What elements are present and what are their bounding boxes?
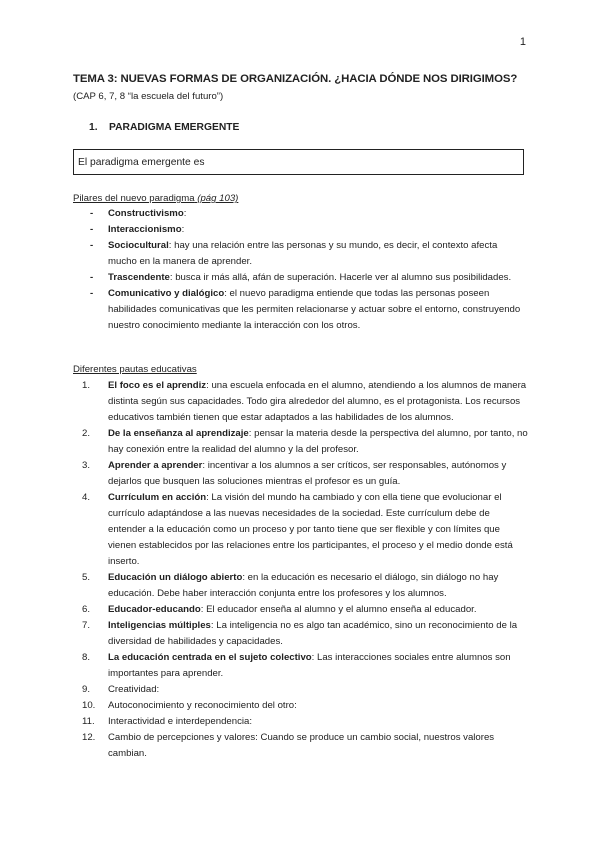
item-term: Aprender a aprender: [108, 460, 203, 471]
list-item: [73, 378, 528, 426]
item-term: Currículum en acción: [108, 492, 207, 503]
item-text: : pensar la materia desde la perspectiva del alumno, por tanto, no hay conexión entre la realidad del alumno y la del profesor.: [108, 428, 528, 455]
section-heading: [89, 122, 239, 133]
item-term: Educación un diálogo abierto: [108, 572, 243, 583]
item-text: : incentivar a los alumnos a ser críticos, ser responsables, autónomos y dejarlos que busquen las soluciones mientras el profesor es un guía.: [108, 460, 507, 487]
item-term: El foco es el aprendiz: [108, 380, 207, 391]
item-number: 2.: [82, 428, 91, 439]
item-term: Sociocultural: [108, 240, 169, 251]
item-text: : La visión del mundo ha cambiado y con ella tiene que evolucionar el currículo adaptándose a las nuevas necesidades de la sociedad. Este currículum debe de entender a la educación como un proceso y por tanto tiene que ser flexible y con límites que vienen establecidos por las relaciones entre los participantes, el proceso y el medio donde está inserto.: [108, 492, 513, 567]
item-number: 11.: [82, 716, 95, 727]
item-number: 1.: [82, 380, 91, 391]
list-item: [73, 602, 528, 618]
list-item: - Sociocultural: hay una relación entre las personas y su mundo, es decir, el contexto afecta mucho en la manera de aprender.: [90, 240, 498, 267]
item-text: : El educador enseña al alumno y el alumno enseña al educador.: [200, 604, 477, 615]
list-item: [73, 458, 528, 490]
document-subtitle: (CAP 6, 7, 8 “la escuela del futuro”): [73, 91, 224, 102]
item-text: :: [183, 208, 187, 219]
item-text: Creatividad:: [108, 684, 160, 695]
list-item: - Comunicativo y dialógico: el nuevo paradigma entiende que todas las personas poseen habilidades comunicativas que les permiten relacionarse y actuar sobre el entorno, construyendo nuestro conocimiento mediante la interacción con los otros.: [90, 288, 521, 331]
section-title: PARADIGMA EMERGENTE: [109, 122, 240, 133]
list-item: [73, 570, 528, 602]
item-number: 10.: [82, 700, 96, 711]
item-number: 7.: [82, 620, 91, 631]
definition-box: El paradigma emergente es: [73, 149, 524, 175]
pautas-heading: Diferentes pautas educativas: [73, 364, 197, 375]
item-text: : La inteligencia no es algo tan académico, sino un reconocimiento de la diversidad de habilidades y capacidades.: [108, 620, 518, 647]
item-text: Cambio de percepciones y valores: Cuando se produce un cambio social, nuestros valores cambian.: [108, 732, 495, 759]
list-item: [73, 618, 528, 650]
section-number: 1.: [89, 122, 98, 133]
pillars-heading: [73, 193, 238, 204]
item-term: Educador-educando: [108, 604, 201, 615]
item-number: 8.: [82, 652, 91, 663]
item-text: : una escuela enfocada en el alumno, atendiendo a los alumnos de manera distinta según sus capacidades. Todo gira alrededor del alumno, es el protagonista. Los recursos educativos también tienen que estar adaptados a las habilidades de los alumnos.: [108, 380, 527, 423]
item-term: Trascendente: [108, 272, 170, 283]
item-text: Interactividad e interdependencia:: [108, 716, 253, 727]
list-item: [73, 426, 528, 458]
item-number: 12.: [82, 732, 96, 743]
item-text: : en la educación es necesario el diálogo, sin diálogo no hay educación. Debe haber interacción conjunta entre los profesores y los alumnos.: [108, 572, 499, 599]
item-term: Inteligencias múltiples: [108, 620, 211, 631]
list-item: - Interaccionismo:: [90, 224, 185, 235]
item-text: : busca ir más allá, afán de superación. Hacerle ver al alumno sus posibilidades.: [169, 272, 512, 283]
item-number: 9.: [82, 684, 91, 695]
list-item: [73, 682, 528, 698]
item-number: 5.: [82, 572, 91, 583]
pillars-list: [73, 206, 528, 334]
item-term: De la enseñanza al aprendizaje: [108, 428, 249, 439]
item-term: Interaccionismo: [108, 224, 182, 235]
item-term: Constructivismo: [108, 208, 184, 219]
list-item: [73, 490, 528, 570]
item-term: La educación centrada en el sujeto colectivo: [108, 652, 312, 663]
item-text: : el nuevo paradigma entiende que todas las personas poseen habilidades comunicativas que les permiten relacionarse y actuar sobre el entorno, construyendo nuestro conocimiento mediante la interacción con los otros.: [108, 288, 521, 331]
document-title: TEMA 3: NUEVAS FORMAS DE ORGANIZACIÓN. ¿HACIA DÓNDE NOS DIRIGIMOS?: [73, 73, 518, 85]
list-item: - Trascendente: busca ir más allá, afán de superación. Hacerle ver al alumno sus posibilidades.: [90, 272, 512, 283]
list-item: [73, 650, 528, 682]
item-text: : hay una relación entre las personas y su mundo, es decir, el contexto afecta mucho en la manera de aprender.: [108, 240, 498, 267]
list-item: - Constructivismo:: [90, 208, 187, 219]
pillars-page-ref: (pág 103): [197, 193, 239, 204]
page-number: 1: [519, 36, 526, 48]
item-text: : Las interacciones sociales entre alumnos son importantes para aprender.: [108, 652, 511, 679]
pillars-heading-text: Pilares del nuevo paradigma: [73, 193, 195, 204]
item-term: Comunicativo y dialógico: [108, 288, 225, 299]
item-number: 4.: [82, 492, 91, 503]
list-item: [73, 730, 528, 762]
item-text: :: [181, 224, 185, 235]
pautas-list: [73, 378, 528, 762]
list-item: [73, 714, 528, 730]
item-text: Autoconocimiento y reconocimiento del otro:: [108, 700, 297, 711]
item-number: 3.: [82, 460, 91, 471]
item-number: 6.: [82, 604, 91, 615]
list-item: [73, 698, 528, 714]
